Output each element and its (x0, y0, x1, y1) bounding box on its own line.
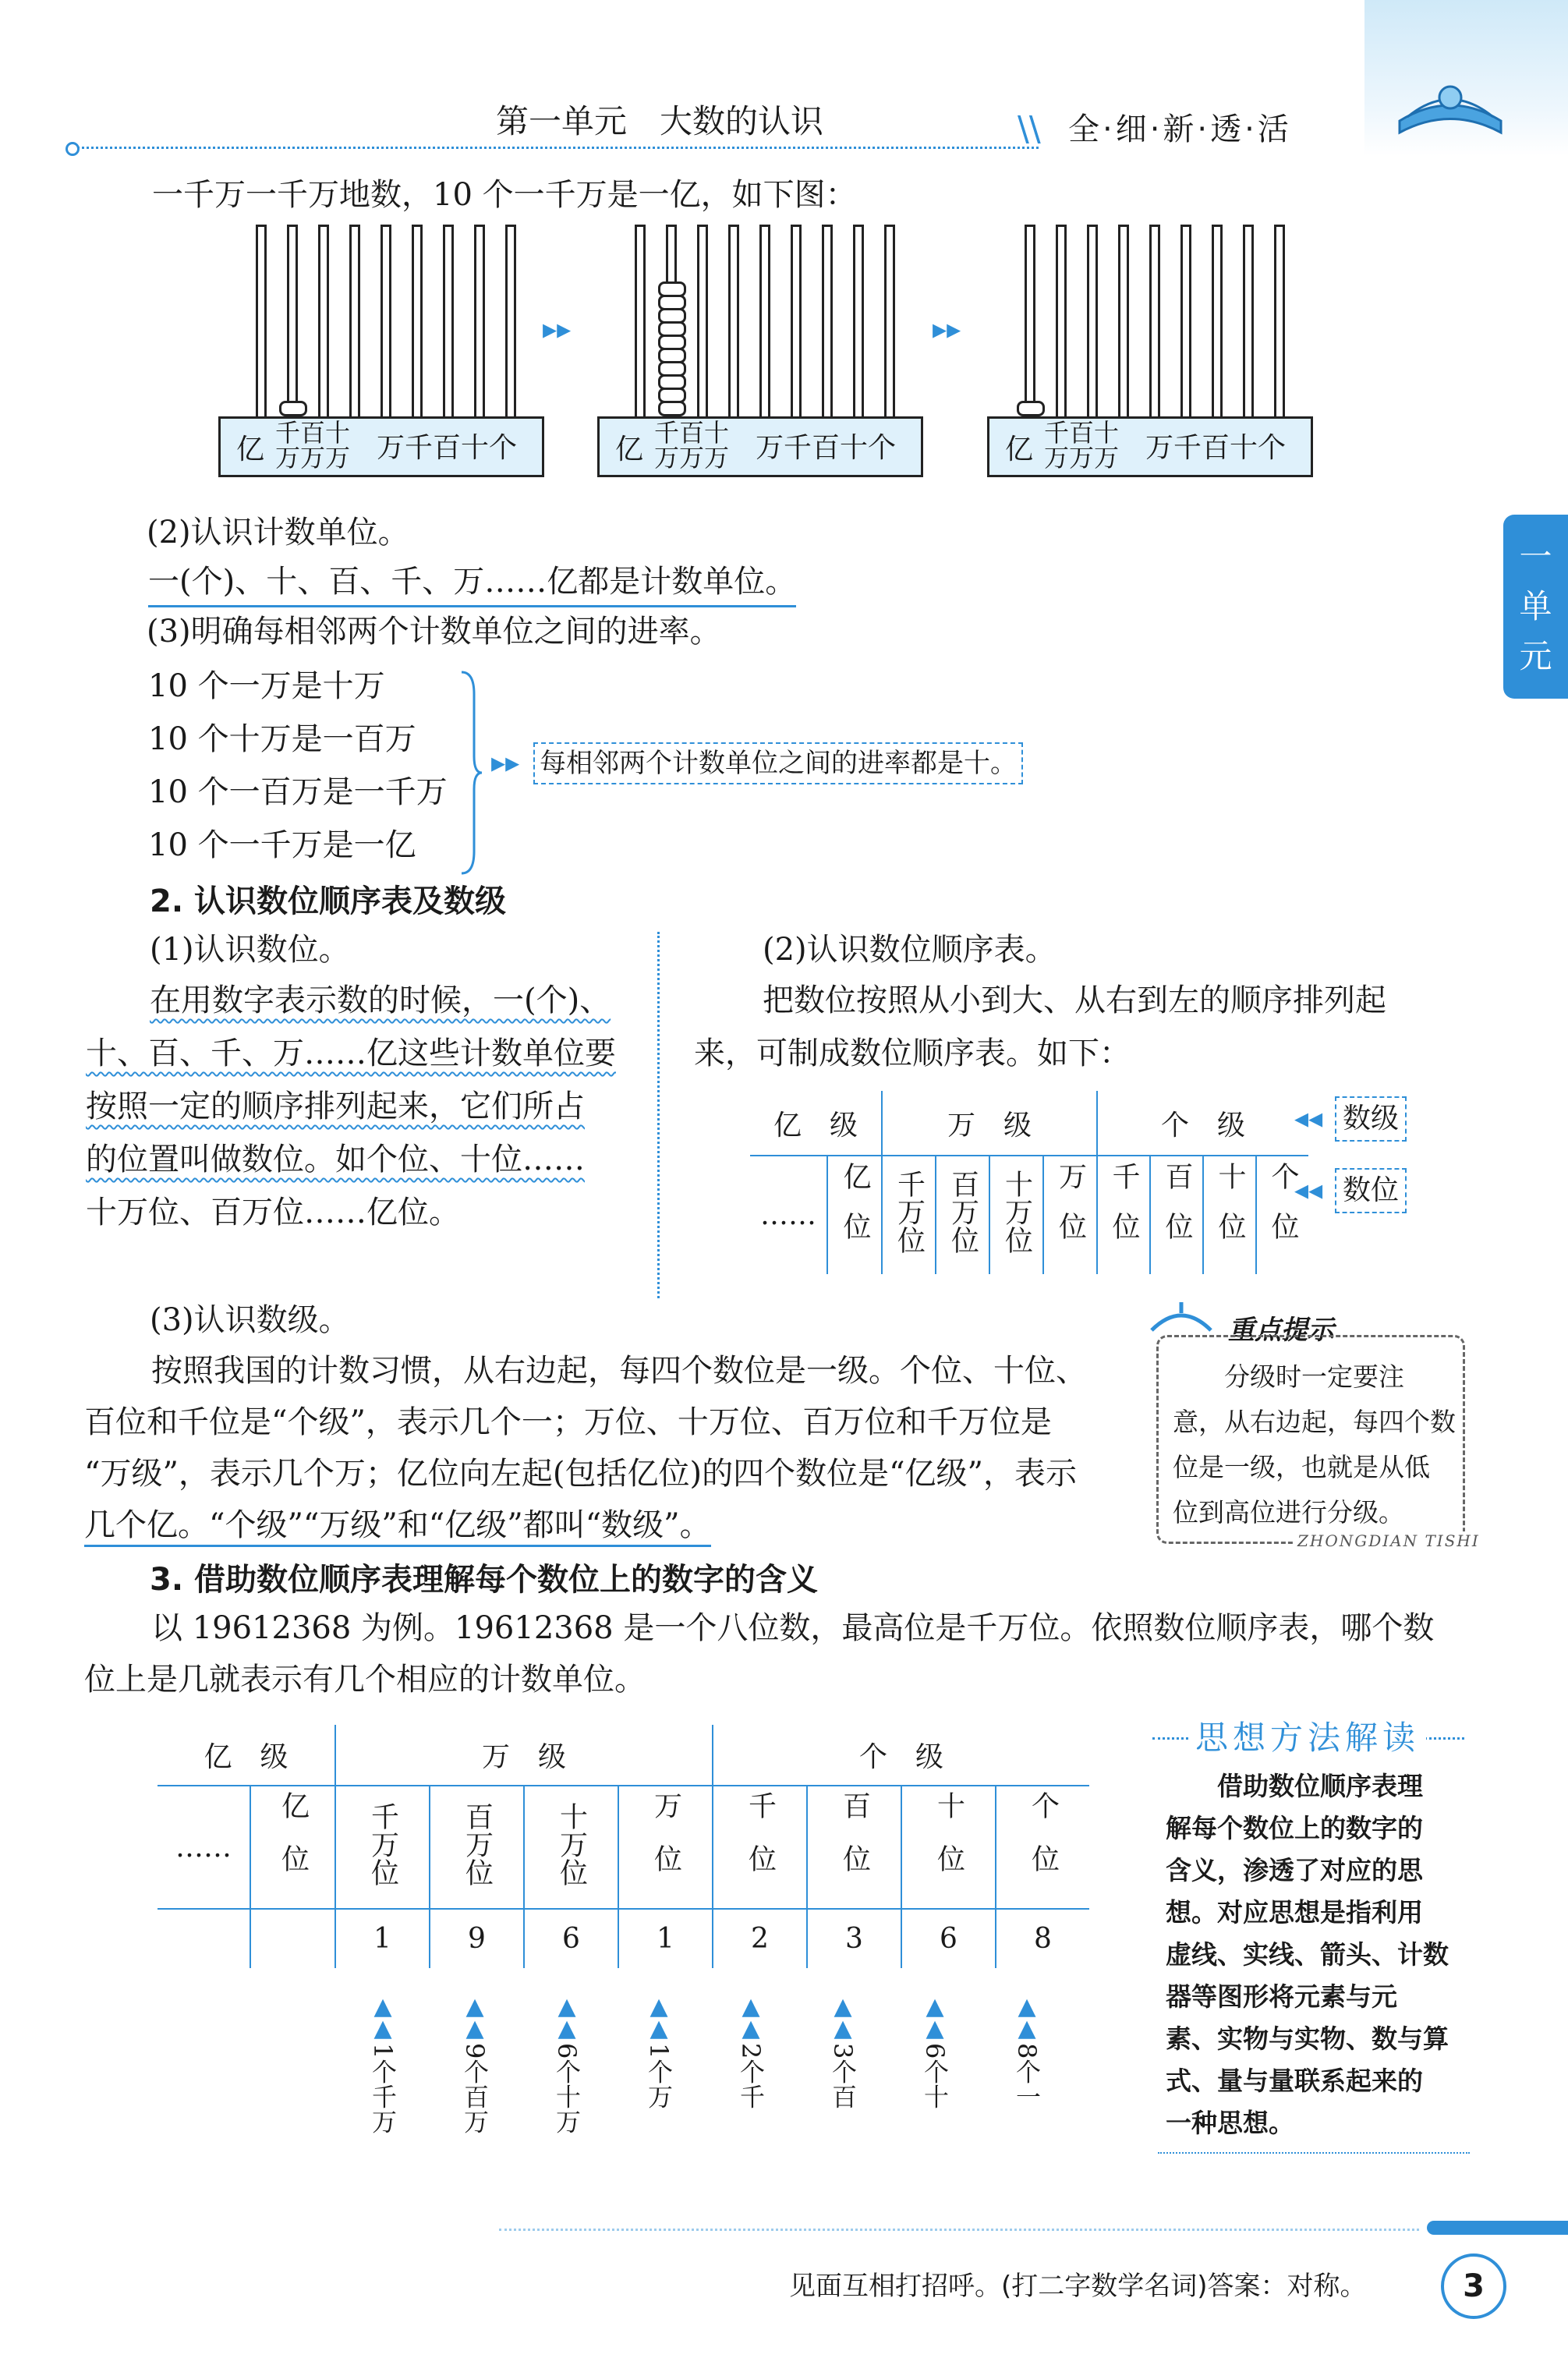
place-cell (524, 1786, 618, 1909)
right-line: 把数位按照从小到大、从右到左的顺序排列起 (763, 982, 1386, 1018)
meaning-text: 1个万 (644, 2043, 674, 2109)
abacus-label-wan-top: 千百十 (1044, 418, 1120, 448)
abacus-rod (256, 225, 267, 419)
method-line: 虚线、实线、箭头、计数 (1166, 1939, 1449, 1970)
meaning-text: 9个百万 (460, 2043, 490, 2134)
abacus-rod (412, 225, 423, 419)
place-cell (901, 1786, 996, 1909)
meaning-item (340, 1993, 426, 2137)
abacus-rod (1025, 225, 1035, 419)
abacus-label-wan-top: 千百十 (654, 418, 730, 448)
sec3-line: 以 19612368 为例。19612368 是一个八位数，最高位是千万位。依照数位顺序表，哪个数 (151, 1610, 1435, 1646)
abacus-rod (1180, 225, 1191, 419)
column-divider (657, 932, 660, 1298)
tip-title: 重点提示 (1228, 1315, 1334, 1346)
def-line: 按照一定的顺序排列起来，它们所占 (86, 1089, 585, 1124)
meaning-item (524, 1993, 610, 2137)
tag-place-text: 数位 (1343, 1174, 1400, 1206)
meaning-text: 2个千 (736, 2043, 766, 2109)
level-cell: 亿 级 (749, 1089, 882, 1156)
place-cell-text: 万位 (649, 1790, 682, 1897)
abacus-bead (658, 388, 686, 403)
brace-icon (460, 671, 483, 875)
tag-arrow-icon: ◂◂ (1294, 1174, 1323, 1206)
digit-cell: 6 (524, 1909, 618, 1970)
rate-line: 10 个一万是十万 (148, 668, 385, 704)
abacus-bead (658, 335, 686, 350)
s1-3-title: (3)明确每相邻两个计数单位之间的进率。 (147, 614, 721, 650)
abacus-bead (1017, 401, 1045, 416)
abacus-label-yi: 亿 (615, 434, 644, 466)
place-cell-text: 十万位 (555, 1801, 588, 1886)
place-cell (1097, 1156, 1150, 1276)
sec2-right-title: (2)认识数位顺序表。 (763, 932, 1057, 968)
abacus-bead (658, 348, 686, 363)
up-arrow-icon: ▲ ▲ (373, 1993, 392, 2042)
unit-title: 第一单元 大数的认识 (496, 102, 824, 140)
place-cell-text: 千万位 (893, 1170, 926, 1254)
place-cell-text: 百万位 (947, 1170, 979, 1254)
meaning-item (800, 1993, 886, 2112)
page-number: 3 (1463, 2268, 1485, 2304)
side-tab (1503, 515, 1568, 699)
abacus-rod (822, 225, 833, 419)
sec2-title: 2. 认识数位顺序表及数级 (150, 883, 506, 919)
meaning-item (892, 1993, 978, 2112)
sec3-title: 3. 借助数位顺序表理解每个数位上的数字的含义 (150, 1562, 818, 1598)
place-value-table (747, 1088, 1311, 1277)
abacus-rod (728, 225, 739, 419)
level-line: “万级”，表示几个万；亿位向左起(包括亿位)的四个数位是“亿级”，表示 (84, 1456, 1078, 1492)
place-cell-text: 千位 (744, 1790, 777, 1897)
abacus-rod (1274, 225, 1285, 419)
place-cell (1043, 1156, 1097, 1276)
place-cell-text: 个位 (1027, 1790, 1060, 1897)
up-arrow-icon: ▲ ▲ (465, 1993, 484, 2042)
tag-level-text: 数级 (1343, 1103, 1400, 1135)
level-cell: 万 级 (882, 1089, 1097, 1156)
def-line: 十、百、千、万……亿这些计数单位要 (86, 1036, 616, 1071)
abacus-label-ge: 万千百十个 (377, 432, 518, 464)
sec3-line: 位上是几就表示有几个相应的计数单位。 (84, 1662, 646, 1698)
intro-text: 一千万一千万地数，10 个一千万是一亿，如下图： (152, 177, 857, 213)
tag-place (1335, 1168, 1407, 1213)
level-cell: 个 级 (713, 1723, 1091, 1786)
abacus-label-wan-top: 千百十 (275, 418, 351, 448)
abacus-rod (1056, 225, 1067, 419)
abacus-label-box (597, 416, 923, 477)
tag-arrow-icon: ◂◂ (1294, 1103, 1323, 1135)
abacus-label-ge: 万千百十个 (1145, 432, 1287, 464)
tip-pinyin: ZHONGDIAN TISHI (1294, 1531, 1483, 1550)
ellipsis-cell: …… (156, 1786, 250, 1909)
header-book-icon (1392, 74, 1509, 144)
up-arrow-icon: ▲ ▲ (649, 1993, 668, 2042)
place-cell (250, 1786, 335, 1909)
place-cell-text: 亿位 (839, 1162, 871, 1262)
abacus-label-yi: 亿 (236, 434, 265, 466)
place-cell-text: 百万位 (461, 1801, 494, 1886)
sec2-left-body (86, 979, 616, 1244)
sec2-left-title: (1)认识数位。 (150, 932, 350, 968)
up-arrow-icon: ▲ ▲ (1018, 1993, 1036, 2042)
place-cell (936, 1156, 989, 1276)
tip-line: 位到高位进行分级。 (1173, 1497, 1404, 1528)
up-arrow-icon: ▲ ▲ (926, 1993, 944, 2042)
abacus-2 (597, 225, 925, 478)
place-cell (335, 1786, 430, 1909)
place-cell-text: 百位 (838, 1790, 871, 1897)
tip-line: 位是一级，也就是从低 (1173, 1452, 1430, 1482)
header-slogan: 全·细·新·透·活 (1068, 112, 1292, 147)
rate-line: 10 个一百万是一千万 (148, 774, 448, 810)
abacus-bead (279, 401, 307, 416)
footer-bar (1427, 2221, 1568, 2235)
abacus-rod (287, 225, 298, 419)
meanings-row (340, 1993, 1096, 2176)
abacus-rod (635, 225, 646, 419)
level-line: 百位和千位是“个级”，表示几个一；万位、十万位、百万位和千万位是 (84, 1404, 1052, 1440)
sec3-body (84, 1606, 1434, 1709)
abacus-arrow-2-icon: ▸▸ (933, 313, 961, 345)
abacus-label-wan-bottom: 万万万 (654, 443, 730, 473)
abacus-1 (218, 225, 546, 478)
abacus-rod (884, 225, 895, 419)
abacus-rod (1118, 225, 1129, 419)
s2-3-body (84, 1349, 1087, 1555)
def-line: 的位置叫做数位。如个位、十位…… (86, 1142, 585, 1177)
rate-line: 10 个一千万是一亿 (148, 827, 416, 863)
rate-note-text: 每相邻两个计数单位之间的进率都是十。 (540, 748, 1017, 779)
abacus-label-yi: 亿 (1005, 434, 1034, 466)
abacus-bead (658, 308, 686, 324)
s1-2-body: 一(个)、十、百、千、万……亿都是计数单位。 (148, 560, 796, 607)
place-cell (882, 1156, 936, 1276)
meaning-text: 6个十 (920, 2043, 950, 2109)
method-line: 解每个数位上的数字的 (1166, 1813, 1423, 1843)
tip-line: 意，从右边起，每四个数 (1173, 1407, 1456, 1437)
place-cell (1203, 1156, 1256, 1276)
method-line: 含义，渗透了对应的思 (1166, 1855, 1423, 1885)
place-cell-text: 十位 (1214, 1162, 1246, 1262)
abacus-rod (443, 225, 454, 419)
abacus-label-box (218, 416, 544, 477)
place-cell (807, 1786, 901, 1909)
place-cell-text: 千万位 (366, 1801, 399, 1886)
abacus-label-wan-bottom: 万万万 (275, 443, 351, 473)
meaning-text: 1个千万 (368, 2043, 398, 2134)
abacus-rod (505, 225, 516, 419)
abacus-rod (1212, 225, 1223, 419)
place-cell (1150, 1156, 1203, 1276)
level-cell: 万 级 (335, 1723, 713, 1786)
ellipsis-cell: …… (749, 1156, 827, 1276)
place-cell (827, 1156, 882, 1276)
level-line: 几个亿。“个级”“万级”和“亿级”都叫“数级”。 (84, 1507, 711, 1547)
tip-line: 分级时一定要注 (1224, 1361, 1404, 1392)
abacus-rod (1149, 225, 1160, 419)
note-arrow-icon: ▸▸ (491, 747, 520, 779)
digit-cell: 9 (430, 1909, 524, 1970)
method-line: 素、实物与实物、数与算 (1166, 2023, 1449, 2054)
header-rule-dot (65, 142, 80, 156)
empty-cell (250, 1909, 335, 1970)
def-line: 在用数字表示数的时候，一(个)、 (150, 982, 611, 1018)
abacus-bead (658, 321, 686, 337)
meaning-text: 8个一 (1012, 2043, 1042, 2109)
abacus-bead (658, 281, 686, 297)
place-cell-text: 百位 (1161, 1162, 1193, 1262)
method-title: 思想方法解读 (1189, 1712, 1426, 1759)
abacus-label-wan-bottom: 万万万 (1044, 443, 1120, 473)
header-rule (72, 147, 1039, 149)
abacus-label-box (987, 416, 1313, 477)
s1-2-title: (2)认识计数单位。 (147, 515, 409, 551)
meaning-item (984, 1993, 1070, 2112)
abacus-bead (658, 374, 686, 390)
method-line: 借助数位顺序表理 (1217, 1771, 1423, 1801)
abacus-rod (380, 225, 391, 419)
place-cell (713, 1786, 807, 1909)
abacus-rod (759, 225, 770, 419)
up-arrow-icon: ▲ ▲ (557, 1993, 576, 2042)
method-line: 想。对应思想是指利用 (1166, 1897, 1423, 1928)
abacus-bead (658, 361, 686, 377)
method-body (1166, 1765, 1449, 2144)
header-slash-icon: \\ (1018, 109, 1041, 149)
meaning-item (708, 1993, 794, 2112)
abacus-rod (853, 225, 864, 419)
up-arrow-icon: ▲ ▲ (834, 1993, 852, 2042)
method-line: 器等图形将元素与元 (1166, 1981, 1397, 2012)
level-line: 按照我国的计数习惯，从右边起，每四个数位是一级。个位、十位、 (151, 1353, 1087, 1389)
side-tab-char: 一 (1519, 537, 1552, 575)
level-cell: 亿 级 (156, 1723, 335, 1786)
method-line: 一种思想。 (1166, 2108, 1294, 2138)
rate-note (533, 742, 1023, 784)
place-cell-text: 亿位 (277, 1790, 310, 1897)
footer-riddle: 见面互相打招呼。(打二字数学名词)答案：对称。 (789, 2271, 1367, 2302)
method-bottom-rule (1158, 2152, 1470, 2154)
abacus-rod (318, 225, 329, 419)
meaning-text: 6个十万 (552, 2043, 582, 2134)
tip-box (1156, 1335, 1465, 1544)
abacus-rod (1087, 225, 1098, 419)
side-tab-char: 单 (1519, 587, 1552, 625)
digit-cell: 1 (618, 1909, 713, 1970)
place-cell (989, 1156, 1043, 1276)
digit-cell: 3 (807, 1909, 901, 1970)
abacus-rod (349, 225, 360, 419)
abacus-bead (658, 295, 686, 310)
page-number-badge (1441, 2253, 1506, 2319)
digit-cell: 6 (901, 1909, 996, 1970)
place-cell-text: 十位 (933, 1790, 965, 1897)
place-cell-text: 个位 (1267, 1162, 1299, 1262)
level-cell: 个 级 (1097, 1089, 1310, 1156)
place-cell (996, 1786, 1091, 1909)
method-line: 式、量与量联系起来的 (1166, 2066, 1423, 2096)
abacus-rod (791, 225, 802, 419)
abacus-rod (1243, 225, 1254, 419)
digit-cell: 8 (996, 1909, 1091, 1970)
up-arrow-icon: ▲ ▲ (742, 1993, 760, 2042)
place-cell-text: 万位 (1054, 1162, 1087, 1262)
place-cell (618, 1786, 713, 1909)
digit-cell: 1 (335, 1909, 430, 1970)
tag-level (1335, 1096, 1407, 1142)
abacus-label-ge: 万千百十个 (756, 432, 897, 464)
abacus-rod (474, 225, 485, 419)
def-line: 十万位、百万位……亿位。 (86, 1195, 460, 1230)
meaning-item (432, 1993, 518, 2137)
digit-cell: 2 (713, 1909, 807, 1970)
meaning-text: 3个百 (828, 2043, 858, 2109)
abacus-3 (987, 225, 1315, 478)
abacus-bead (658, 401, 686, 416)
place-cell-text: 十万位 (1000, 1170, 1033, 1254)
example-table (154, 1722, 1092, 1971)
right-line: 来，可制成数位顺序表。如下： (694, 1036, 1131, 1071)
sec2-right-body (694, 979, 1386, 1085)
tip-icon (1150, 1301, 1212, 1332)
s1-3-lines (148, 664, 448, 876)
meaning-item (616, 1993, 702, 2112)
place-cell (430, 1786, 524, 1909)
rate-line: 10 个十万是一百万 (148, 721, 416, 757)
empty-cell (156, 1909, 250, 1970)
place-cell-text: 千位 (1108, 1162, 1140, 1262)
footer-rule (499, 2229, 1419, 2231)
side-tab-char: 元 (1519, 637, 1552, 675)
abacus-rod (697, 225, 708, 419)
abacus-arrow-1-icon: ▸▸ (543, 313, 572, 345)
s2-3-title: (3)认识数级。 (150, 1302, 350, 1338)
